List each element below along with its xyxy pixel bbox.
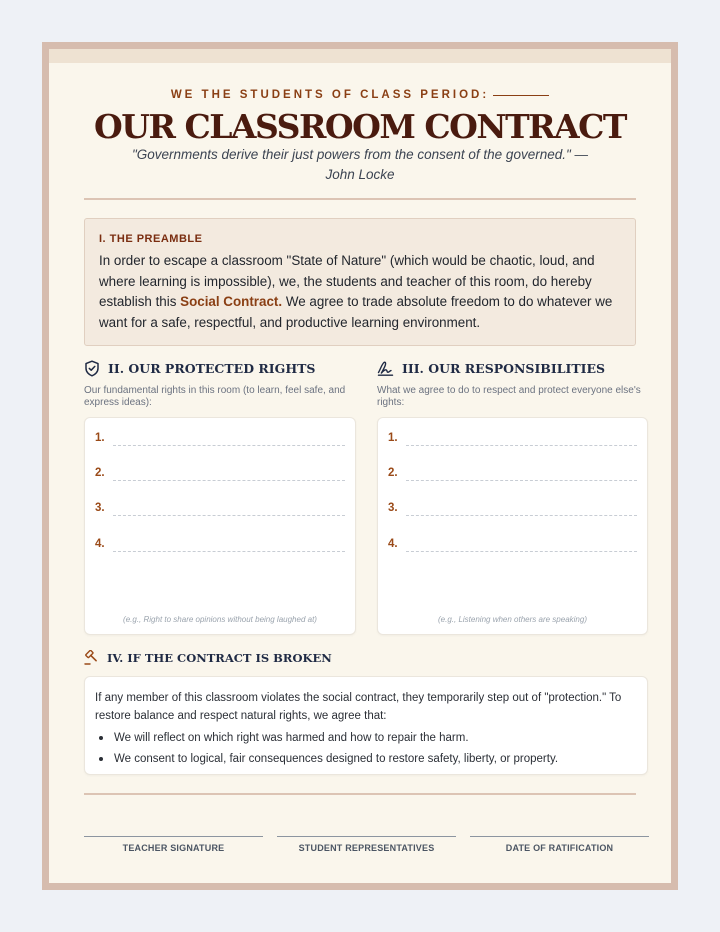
line-number: 3.: [388, 502, 398, 514]
contract-paper: [49, 49, 671, 883]
list-item-text: We will reflect on which right was harmed and how to repair the harm.: [114, 732, 469, 744]
list-item: [95, 728, 637, 749]
write-line: [113, 515, 345, 516]
responsibilities-line-3[interactable]: [388, 500, 637, 520]
line-number: 1.: [388, 432, 398, 444]
line-number: 2.: [388, 467, 398, 479]
line-number: 2.: [95, 467, 105, 479]
broken-heading: IV. IF THE CONTRACT IS BROKEN: [107, 650, 332, 665]
bullet: [99, 736, 103, 740]
line-number: 3.: [95, 502, 105, 514]
write-line: [406, 480, 637, 481]
write-line: [406, 551, 637, 552]
broken-card: [84, 676, 648, 775]
locke-quote: [129, 145, 591, 185]
rights-line-2[interactable]: [95, 465, 345, 485]
responsibilities-line-2[interactable]: [388, 465, 637, 485]
preamble-box: [84, 218, 636, 346]
responsibilities-subtitle: What we agree to do to respect and protect everyone else's rights:: [377, 385, 641, 408]
rights-heading-row: [84, 360, 315, 377]
rights-example: (e.g., Right to share opinions without being laughed at): [123, 615, 317, 624]
signature-label: DATE OF RATIFICATION: [505, 843, 614, 853]
responsibilities-line-4[interactable]: [388, 536, 637, 556]
class-period-line: [49, 89, 671, 101]
rights-heading: II. OUR PROTECTED RIGHTS: [108, 361, 316, 376]
responsibilities-heading: III. OUR RESPONSIBILITIES: [402, 361, 606, 376]
signature-line: [84, 836, 263, 837]
list-item: [95, 749, 637, 770]
preamble-text-end: We agree to trade absolute freedom to do whatever we want for a safe, respectful, and productive learning environment.: [99, 294, 613, 330]
contract-frame: [42, 42, 678, 890]
bullet: [99, 757, 103, 761]
consequences-list: [95, 728, 637, 770]
write-line: [406, 515, 637, 516]
shield-check-icon: [84, 360, 100, 377]
rights-card: [84, 417, 356, 635]
preamble-text-start: In order to escape a classroom "State of Nature" (which would be chaotic, loud, and where learning is impossible), we, the students and teacher of this room, do hereby establish this: [99, 253, 595, 309]
social-contract-highlight: Social Contract.: [180, 294, 283, 309]
line-number: 4.: [388, 538, 398, 550]
responsibilities-card: [377, 417, 648, 635]
write-line: [406, 445, 637, 446]
class-period-blank[interactable]: [493, 95, 549, 96]
gavel-icon: [84, 650, 99, 665]
top-strip: [49, 49, 671, 63]
rights-line-4[interactable]: [95, 536, 345, 556]
divider-bottom: [84, 793, 636, 795]
line-number: 1.: [95, 432, 105, 444]
responsibilities-heading-row: [377, 360, 605, 377]
ratification-date-field[interactable]: [470, 836, 649, 853]
responsibilities-line-1[interactable]: [388, 430, 637, 450]
preamble-text: [99, 251, 621, 333]
rights-subtitle: Our fundamental rights in this room (to learn, feel safe, and express ideas):: [84, 385, 346, 408]
rights-line-3[interactable]: [95, 500, 345, 520]
page-title: OUR CLASSROOM CONTRACT: [94, 107, 626, 146]
preamble-heading: I. THE PREAMBLE: [99, 233, 203, 245]
signature-line: [277, 836, 456, 837]
quote-author: John Locke: [325, 167, 395, 182]
student-representatives-field[interactable]: [277, 836, 456, 853]
write-line: [113, 445, 345, 446]
broken-heading-row: [84, 650, 332, 665]
divider-top: [84, 198, 636, 200]
quote-text: "Governments derive their just powers from the consent of the governed." —: [131, 147, 589, 162]
signature-line: [470, 836, 649, 837]
write-line: [113, 551, 345, 552]
broken-lead: If any member of this classroom violates the social contract, they temporarily step out of "protection." To restore balance and respect natural rights, we agree that:: [95, 692, 622, 722]
signature-label: STUDENT REPRESENTATIVES: [298, 843, 435, 853]
signature-label: TEACHER SIGNATURE: [122, 843, 225, 853]
signature-icon: [377, 360, 394, 377]
rights-line-1[interactable]: [95, 430, 345, 450]
list-item-text: We consent to logical, fair consequences designed to restore safety, liberty, or property.: [114, 753, 559, 765]
responsibilities-example: (e.g., Listening when others are speaking): [438, 615, 587, 624]
line-number: 4.: [95, 538, 105, 550]
write-line: [113, 480, 345, 481]
teacher-signature-field[interactable]: [84, 836, 263, 853]
eyebrow-text: WE THE STUDENTS OF CLASS PERIOD:: [170, 89, 490, 101]
